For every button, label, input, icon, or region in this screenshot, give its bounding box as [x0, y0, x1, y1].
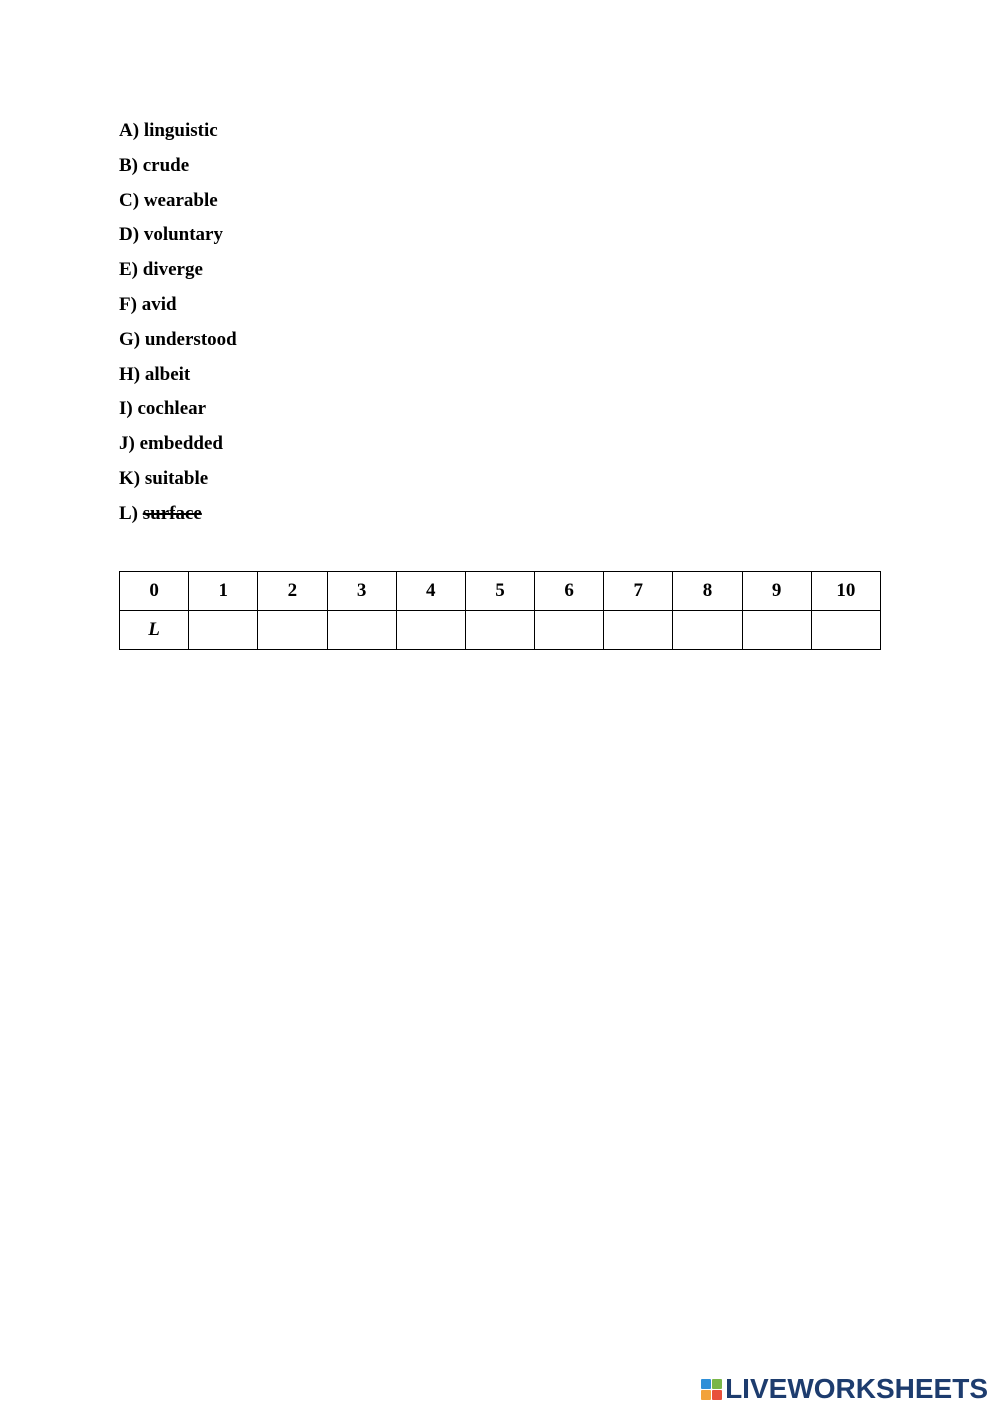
option-c — [119, 187, 237, 222]
logo-tile — [712, 1390, 722, 1400]
option-word-struck: surface — [142, 502, 202, 524]
answer-table — [119, 571, 881, 650]
answer-input-1[interactable] — [189, 611, 258, 650]
answer-table-header-row — [120, 572, 881, 611]
option-j — [119, 430, 237, 465]
option-letter: A) — [119, 120, 140, 141]
option-letter: L) — [119, 502, 138, 524]
option-h — [119, 361, 237, 396]
example-answer: L — [120, 611, 189, 650]
option-d — [119, 221, 237, 256]
question-number: 2 — [258, 572, 327, 611]
option-letter: G) — [119, 328, 141, 350]
option-letter: F) — [119, 293, 137, 315]
option-word: albeit — [144, 363, 191, 385]
option-letter: E) — [119, 259, 138, 281]
question-number: 0 — [120, 572, 189, 611]
option-letter: B) — [119, 154, 138, 176]
answer-input-4[interactable] — [396, 611, 465, 650]
answer-input-6[interactable] — [535, 611, 604, 650]
option-letter: K) — [119, 467, 141, 489]
word-options-list — [119, 117, 237, 535]
option-k — [119, 465, 237, 500]
option-letter: C) — [119, 189, 140, 211]
answer-input-8[interactable] — [673, 611, 742, 650]
answer-table-answer-row — [120, 611, 881, 650]
option-word: voluntary — [143, 224, 223, 246]
brand-name: LIVEWORKSHEETS — [725, 1373, 988, 1404]
logo-tile — [712, 1379, 722, 1389]
option-f — [119, 291, 237, 326]
answer-input-10[interactable] — [811, 611, 880, 650]
answer-input-7[interactable] — [604, 611, 673, 650]
option-l — [119, 500, 237, 535]
liveworksheets-logo-icon — [701, 1379, 722, 1400]
question-number: 7 — [604, 572, 673, 611]
option-letter: J) — [119, 433, 135, 455]
option-b — [119, 152, 237, 187]
option-g — [119, 326, 237, 361]
option-letter: H) — [119, 363, 141, 385]
question-number: 6 — [535, 572, 604, 611]
question-number: 1 — [189, 572, 258, 611]
question-number: 8 — [673, 572, 742, 611]
answer-input-2[interactable] — [258, 611, 327, 650]
option-word: wearable — [143, 189, 218, 211]
option-a — [119, 117, 237, 152]
option-word: diverge — [142, 259, 203, 281]
logo-tile — [701, 1379, 711, 1389]
option-word: suitable — [144, 467, 209, 489]
option-word: linguistic — [143, 120, 218, 141]
question-number: 4 — [396, 572, 465, 611]
answer-input-9[interactable] — [742, 611, 811, 650]
option-word: crude — [142, 154, 190, 176]
question-number: 10 — [811, 572, 880, 611]
logo-tile — [701, 1390, 711, 1400]
liveworksheets-brand — [701, 1374, 988, 1404]
option-e — [119, 256, 237, 291]
question-number: 3 — [327, 572, 396, 611]
question-number: 5 — [465, 572, 534, 611]
option-i — [119, 395, 237, 430]
answer-input-5[interactable] — [465, 611, 534, 650]
option-letter: I) — [119, 398, 133, 420]
option-word: cochlear — [137, 398, 207, 420]
option-word: avid — [141, 293, 177, 315]
option-letter: D) — [119, 224, 140, 246]
question-number: 9 — [742, 572, 811, 611]
option-word: embedded — [139, 433, 223, 455]
answer-input-3[interactable] — [327, 611, 396, 650]
option-word: understood — [144, 328, 237, 350]
